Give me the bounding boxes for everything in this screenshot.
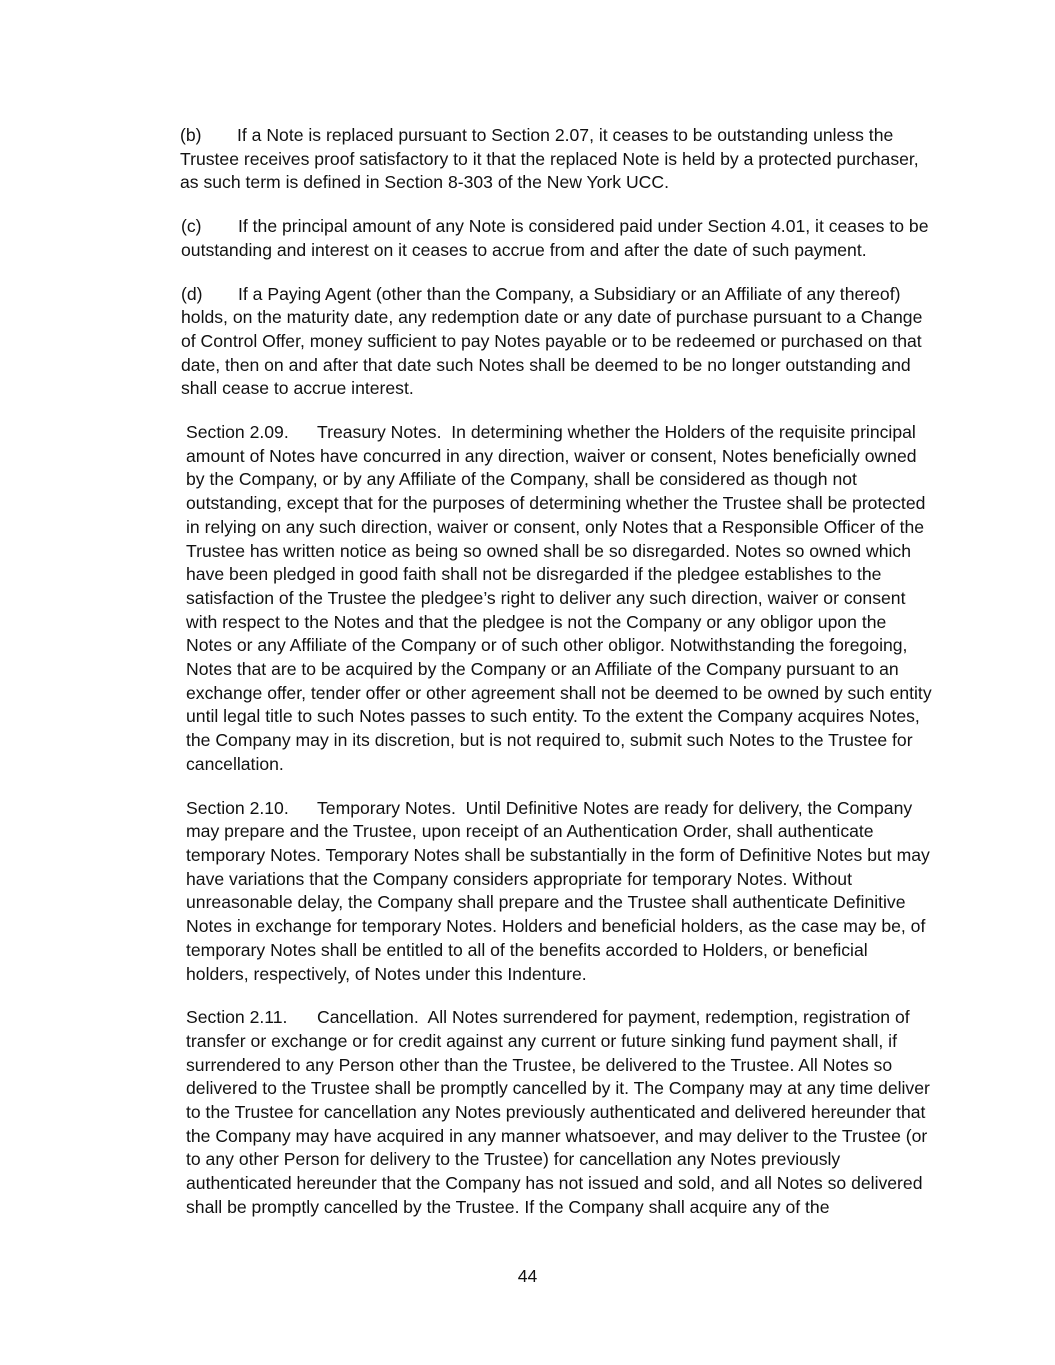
section-2-09-text: In determining whether the Holders of the requisite principal amount of Notes have concurred in any direction, waiver or consent, Notes beneficially owned by the Company, or by any Affiliate of the Company, shall be considered as though not outstanding, except that for the purposes of determining whether the Trustee shall be protected in relying on any such direction, waiver or consent, only Notes that a Responsible Officer of the Trustee has written notice as being so owned shall be so disregarded. Notes so owned which have been pledged in good faith shall not be disregarded if the pledgee establishes to the satisfaction of the Trustee the pledgee’s right to deliver any such direction, waiver or consent with respect to the Notes and that the pledgee is not the Company or any obligor upon the Notes or any Affiliate of the Company or of such other obligor. Notwithstanding the foregoing, Notes that are to be acquired by the Company or an Affiliate of the Company pursuant to an exchange offer, tender offer or other agreement shall not be deemed to be owned by such entity until legal title to such Notes passes to such entity. To the extent the Company acquires Notes, the Company may in its discretion, but is not required to, submit such Notes to the Trustee for cancellation.: [186, 422, 932, 774]
section-2-10-text: Until Definitive Notes are ready for delivery, the Company may prepare and the Trustee, upon receipt of an Authentication Order, shall authenticate temporary Notes. Temporary Notes shall be substantially in the form of Definitive Notes but may have variations that the Company considers appropriate for temporary Notes. Without unreasonable delay, the Company shall prepare and the Trustee shall authenticate Definitive Notes in exchange for temporary Notes. Holders and beneficial holders, as the case may be, of temporary Notes shall be entitled to all of the benefits accorded to Holders, or beneficial holders, respectively, of Notes under this Indenture.: [186, 797, 930, 984]
section-2-11-text: All Notes surrendered for payment, redemption, registration of transfer or exchange or for credit against any current or future sinking fund payment shall, if surrendered to any Person other than the Trustee, be delivered to the Trustee. All Notes so delivered to the Trustee shall be promptly cancelled by it. The Company may at any time deliver to the Trustee for cancellation any Notes previously authenticated and delivered hereunder that the Company may have acquired in any manner whatsoever, and may deliver to the Trustee (or to any other Person for delivery to the Trustee) for cancellation any Notes previously authenticated hereunder that the Company has not issued and sold, and all Notes so delivered shall be promptly cancelled by the Trustee. If the Company shall acquire any of the: [186, 1007, 930, 1217]
paragraph-b-text: If a Note is replaced pursuant to Section 2.07, it ceases to be outstanding unless the Trustee receives proof satisfactory to it that the replaced Note is held by a protected purchaser, as such term is defined in Section 8-303 of the New York UCC.: [180, 125, 919, 193]
section-2-10: [124, 797, 934, 987]
paragraph-c: [124, 215, 934, 262]
page-number: 44: [517, 1266, 538, 1286]
section-2-11: [124, 1006, 934, 1219]
paragraph-c-text: If the principal amount of any Note is considered paid under Section 4.01, it ceases to be outstanding and interest on it ceases to accrue from and after the date of such payment.: [181, 216, 929, 260]
paragraph-c-label: (c): [181, 216, 202, 237]
paragraph-d-label: (d): [181, 283, 203, 304]
paragraph-b: [124, 124, 934, 195]
section-2-09-title: Treasury Notes.: [317, 422, 442, 443]
section-2-10-title: Temporary Notes.: [317, 797, 456, 818]
section-2-09: [124, 421, 934, 777]
section-2-09-number: Section 2.09.: [186, 422, 289, 443]
paragraph-d: [124, 283, 934, 402]
document-page: [124, 124, 934, 1240]
paragraph-b-label: (b): [180, 125, 202, 145]
section-2-11-title: Cancellation.: [317, 1007, 419, 1028]
paragraph-d-text: If a Paying Agent (other than the Company, a Subsidiary or an Affiliate of any thereof) holds, on the maturity date, any redemption date or any date of purchase pursuant to a Change of Control Offer, money sufficient to pay Notes payable or to be redeemed or purchased on that date, then on and after that date such Notes shall be deemed to be no longer outstanding and shall cease to accrue interest.: [181, 283, 923, 399]
section-2-10-number: Section 2.10.: [186, 797, 289, 818]
section-2-11-number: Section 2.11.: [186, 1007, 288, 1028]
